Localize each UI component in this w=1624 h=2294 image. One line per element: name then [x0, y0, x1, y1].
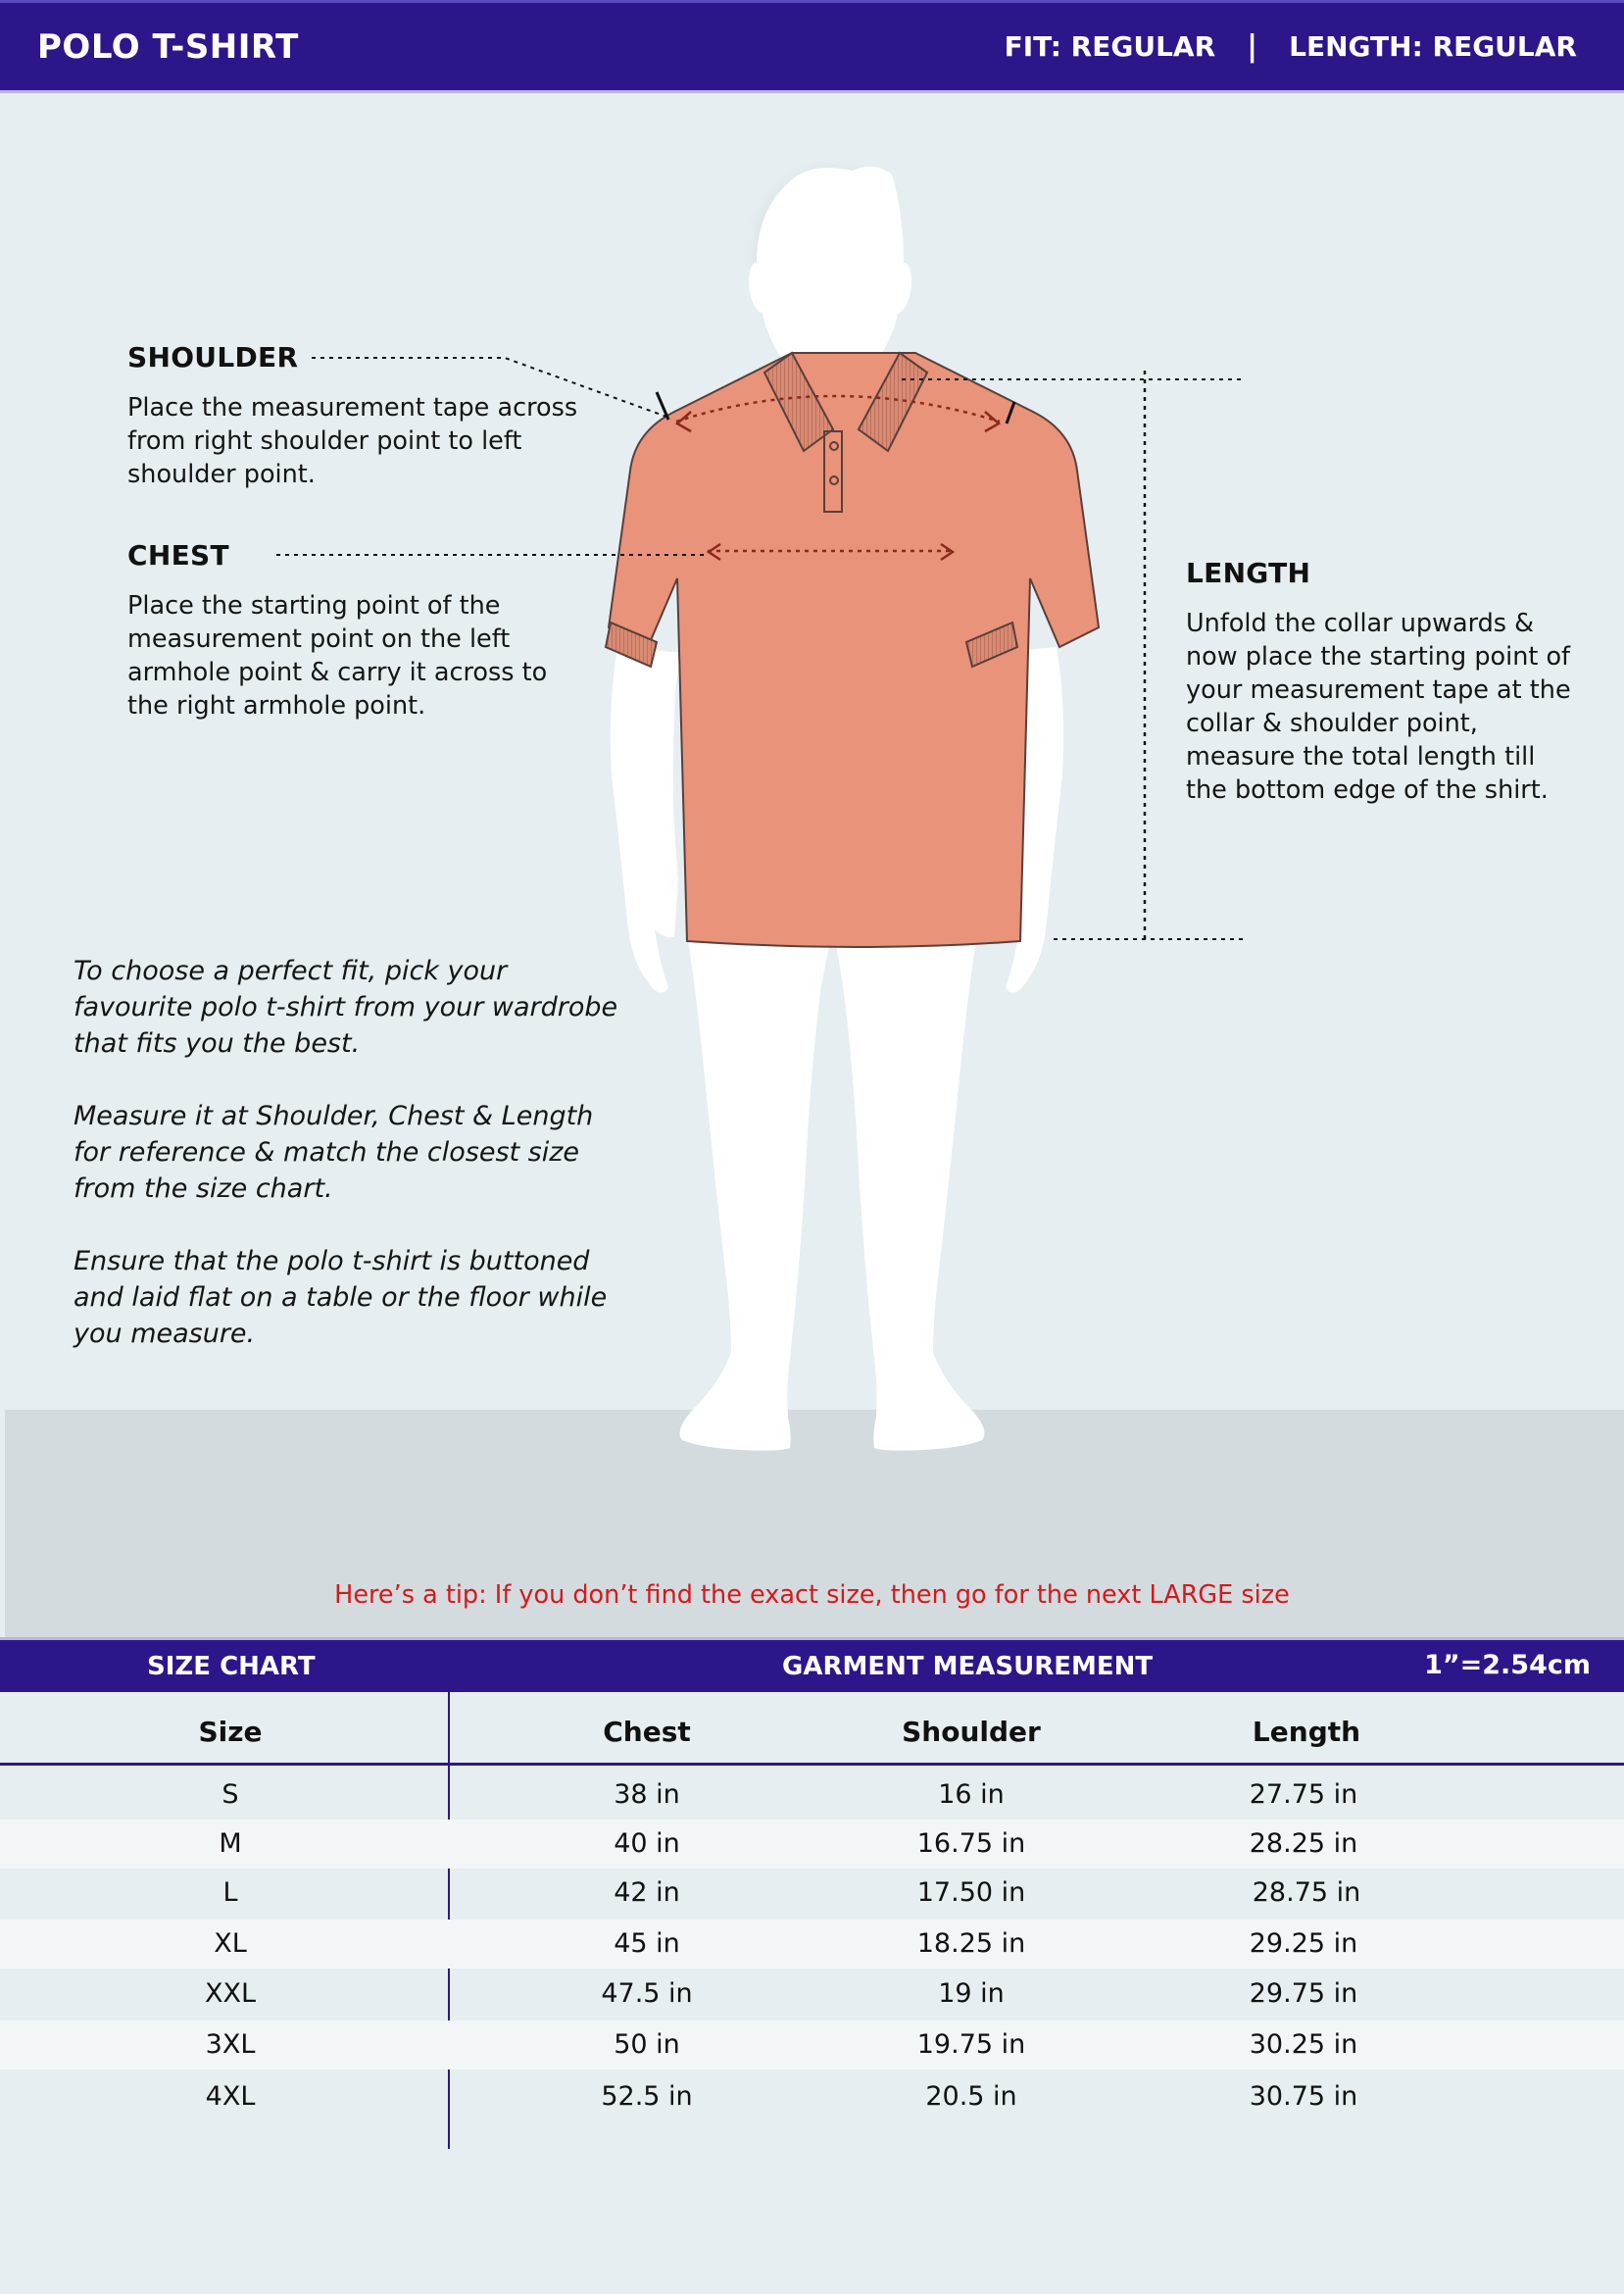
size-tip: Here’s a tip: If you don’t find the exact size, then go for the next LARGE size — [334, 1580, 1290, 1610]
cell-shoulder: 20.5 in — [925, 2081, 1017, 2112]
cell-chest: 47.5 in — [601, 1978, 693, 2009]
cell-length: 29.25 in — [1249, 1928, 1358, 1959]
cell-shoulder: 16 in — [938, 1779, 1005, 1810]
table-row — [0, 1869, 1624, 1918]
product-title: POLO T-SHIRT — [37, 26, 299, 67]
header-bar — [0, 0, 1624, 93]
cell-size: S — [221, 1779, 239, 1810]
size-table — [0, 1692, 1624, 2292]
cell-length: 30.75 in — [1249, 2081, 1358, 2112]
table-header-row — [0, 1692, 1624, 1765]
table-row — [0, 1820, 1624, 1869]
table-row — [0, 2020, 1624, 2070]
instruction-2: Measure it at Shoulder, Chest & Length for reference & match the closest size from the size chart. — [74, 1101, 594, 1204]
cell-shoulder: 16.75 in — [916, 1828, 1026, 1859]
cell-chest: 52.5 in — [601, 2081, 693, 2112]
size-chart-header — [0, 1637, 1624, 1692]
separator: | — [1247, 29, 1258, 64]
cell-chest: 50 in — [614, 2029, 680, 2060]
polo-shirt — [606, 353, 1099, 947]
cell-size: L — [222, 1877, 238, 1908]
cell-length: 28.25 in — [1249, 1828, 1358, 1859]
shoulder-annotation — [127, 341, 588, 491]
shoulder-text: Place the measurement tape across from right shoulder point to left shoulder point. — [127, 393, 578, 489]
cell-shoulder: 17.50 in — [916, 1877, 1026, 1908]
cell-chest: 42 in — [614, 1877, 680, 1908]
length-annotation — [1186, 557, 1578, 807]
column-header-size: Size — [198, 1716, 263, 1748]
cell-length: 30.25 in — [1249, 2029, 1358, 2060]
cell-length: 28.75 in — [1252, 1877, 1361, 1908]
garment-measurement-title: GARMENT MEASUREMENT — [782, 1652, 1154, 1681]
cell-size: XXL — [204, 1978, 257, 2009]
size-chart-title: SIZE CHART — [147, 1652, 316, 1681]
fit-specs — [1005, 29, 1577, 64]
cell-shoulder: 19 in — [938, 1978, 1005, 2009]
shoulder-title: SHOULDER — [127, 341, 299, 374]
cell-length: 27.75 in — [1249, 1779, 1358, 1810]
table-row — [0, 1970, 1624, 2019]
cell-shoulder: 19.75 in — [916, 2029, 1026, 2060]
instruction-3: Ensure that the polo t-shirt is buttoned and laid flat on a table or the floor while you measure. — [74, 1246, 608, 1349]
cell-length: 29.75 in — [1249, 1978, 1358, 2009]
column-header-length: Length — [1252, 1716, 1361, 1748]
fit-label: FIT: REGULAR — [1004, 30, 1216, 63]
cell-size: 3XL — [205, 2029, 256, 2060]
chest-text: Place the starting point of the measurement point on the left armhole point & carry it across to the right armhole point. — [127, 591, 548, 721]
cell-size: XL — [214, 1928, 247, 1959]
column-header-chest: Chest — [603, 1716, 691, 1748]
unit-conversion: 1”=2.54cm — [1424, 1650, 1591, 1680]
table-row — [0, 1920, 1624, 1969]
instruction-1: To choose a perfect fit, pick your favourite polo t-shirt from your wardrobe that fits you the best. — [74, 956, 618, 1059]
cell-chest: 45 in — [614, 1928, 680, 1959]
length-text: Unfold the collar upwards & now place the starting point of your measurement tape at the collar & shoulder point, measure the total length till the bottom edge of the shirt. — [1186, 609, 1571, 805]
cell-size: 4XL — [205, 2081, 256, 2112]
column-header-shoulder: Shoulder — [902, 1716, 1041, 1748]
chest-title: CHEST — [127, 539, 229, 572]
head-silhouette — [749, 167, 911, 402]
cell-shoulder: 18.25 in — [916, 1928, 1026, 1959]
table-row — [0, 2072, 1624, 2121]
cell-chest: 38 in — [614, 1779, 680, 1810]
cell-size: M — [219, 1828, 242, 1859]
legs-silhouette — [680, 926, 985, 1451]
length-label: LENGTH: REGULAR — [1289, 30, 1577, 63]
fit-instructions — [74, 953, 622, 1388]
chest-annotation — [127, 539, 588, 723]
table-row — [0, 1770, 1624, 1820]
header-divider — [0, 1763, 1624, 1766]
length-title: LENGTH — [1186, 557, 1311, 589]
cell-chest: 40 in — [614, 1828, 680, 1859]
